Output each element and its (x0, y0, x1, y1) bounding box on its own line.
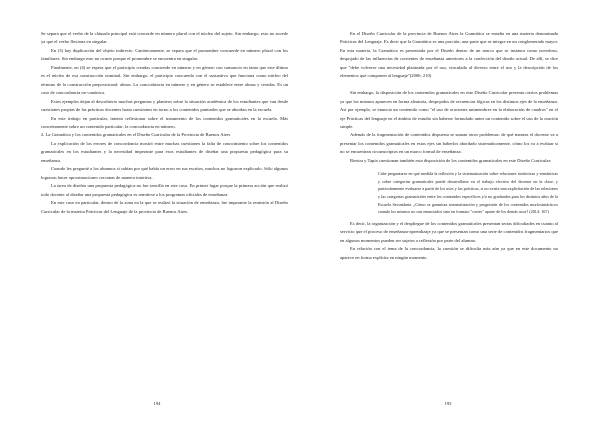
paragraph: En este trabajo en particular, intento reflexionar sobre el tratamiento de los contenidos gramaticales en la escuela. Más concretamente sobre un contenido particular: la concordancia en número. (41, 115, 288, 129)
paragraph: La tarea de diseñar una propuesta pedagógica no fue sencilla en este caso. En primer lugar porque la primera acción que realizó todo docente al diseñar una propuesta pedagógica es remitirse a los programas oficiales de enseñanza. (41, 183, 288, 197)
section-heading: 2. La Gramática y los contenidos gramaticales en el Diseño Curricular de la Provincia de Buenos Aires (41, 132, 231, 138)
paragraph: Cuando les pregunté a los alumnos si sabían por qué había un error en sus escritos, muchos no lograron explicarlo. Sólo algunos lograron hacer aproximaciones cercanas de manera intuitiva. (41, 166, 288, 180)
paragraph: En el Diseño Curricular de la provincia de Buenos Aires la Gramática se enseña en una materia denominada Prácticas del Lenguaje. Es decir que la Gramática es una porción, una parte que se integra en un conglomerado mayor. En esta materia, la Gramática es presentada por el Diseño dentro de un marco que se instaura como novedoso, despojado de las influencias de corrientes de enseñanza anteriores a la confección del diseño actual. De allí, se dice que "debe volverse una necesidad planteada por el uso, vinculado al diverso entre el uso y la descripción de los elementos que componen al lenguaje"(2006: 210) (340, 31, 558, 79)
paragraph: Además de la fragmentación de contenidos dispuesta se suman otros problemas: de qué manera el docente va a presentar los contenidos gramaticales en estos ejes sin haberlos abordado sistemáticamente, cómo los va a evaluar si no se encuentran circunscriptos en un marco formal de enseñanza. (340, 132, 558, 155)
paragraph: En (3) hay duplicación del objeto indirecto. Canónicamente, se separa que el pronombre concuerde en número plural con los familiares. Sin embargo esto no ocurre porque el pronombre se encuentra en singular. (41, 47, 288, 62)
paragraph: En este caso en particular, dentro de la zona en la que se realizó la situación de enseñanza, fue imperante la remisión al Diseño Curricular de la materia Prácticas del Lenguaje de la provincia de Buenos Aires. (41, 200, 288, 214)
paragraph: En relación con el tema de la concordancia, la cuestión se dificulta más aún ya que en este documento no aparece en forma explícita en ningún momento. (340, 246, 558, 260)
paragraph: La explicación de los errores de concordancia mostró entre muchas cuestiones la falta de conocimiento sobre los contenidos gramaticales en los estudiantes y la necesidad imperante para esos estudiantes de diseñar una propuesta pedagógica para su enseñanza. (41, 140, 288, 163)
paragraph: Finalmente, en (4) se espera que el participio creadas concuerde en número y en género con cansancio en tanto que este último es el núcleo de esa construcción nominal. Sin embargo, el participio concuerda con el sustantivo que funciona como núcleo del término de la construcción preposicional: almas. La concordancia en número y en género se establece entre almas y creadas. Es un caso de concordancia no-canónica. (41, 64, 288, 96)
paragraph: Estos ejemplos dejan al descubierto muchas preguntas y planteos sobre la situación académica de los estudiantes que van desde cuestiones propias de las prácticas docentes hasta cuestiones en torno a los contenidos puntuales que se abordan en la escuela. (41, 98, 288, 113)
paragraph: Es decir, la organización y el despliegue de los contenidos gramaticales presentan serias dificultades en cuanto al servicio que el proceso de enseñanza-aprendizaje ya que se presentan como una serie de contenidos fragmentarios que en algunos momentos pueden ser sujetos a reflexión por parte del alumno. (340, 220, 558, 243)
paragraph: Riestra y Tapia cuestionan también esta disposición de los contenidos gramaticales en este Diseño Curricular: (350, 157, 552, 163)
paragraph: Sin embargo, la disposición de los contenidos gramaticales en este Diseño Curricular presenta ciertos problemas ya que los mismos aparecen en forma aleatoria, despojados de secuencias lógicas en los distintos ejes de la enseñanza. Así por ejemplo, se enuncia un contenido como "el uso de oraciones unimembres en la elaboración de cuadros" en el eje Prácticas del lenguaje en el ámbito de estudio sin haberse formulado antes un contenido sobre el uso de la oración simple. (340, 90, 558, 129)
right-page (300, 0, 600, 424)
paragraph: Se separa que el verbo de la cláusula principal está concorde en número plural con el núcleo del sujeto. Sin embargo, esto no sucede ya que el verbo flexiona en singular. (41, 31, 288, 45)
block-quote: Cabe preguntarse en qué medida la reflexión y la sistematización sobre relaciones sintácticas y semánticas y sobre categorías gramaticales puede desarrollarse en el trabajo efectivo del docente en la clase, y particularmente evaluarse a partir de los usos y las prácticas, si no existe una explicitación de las relaciones y las categorías gramaticales entre los contenidos específicos y/o no graduados para los distintos años de la Escuela Secundaria. ¿Cómo se garantiza sistematización y progresión de los contenidos morfosintácticos cuando los mismos no son enunciados sino en formato "cortes" aparte de los demás usos? (2014: 167) (378, 171, 558, 215)
page-number: 194 (153, 401, 161, 406)
page-number: 195 (444, 401, 452, 406)
